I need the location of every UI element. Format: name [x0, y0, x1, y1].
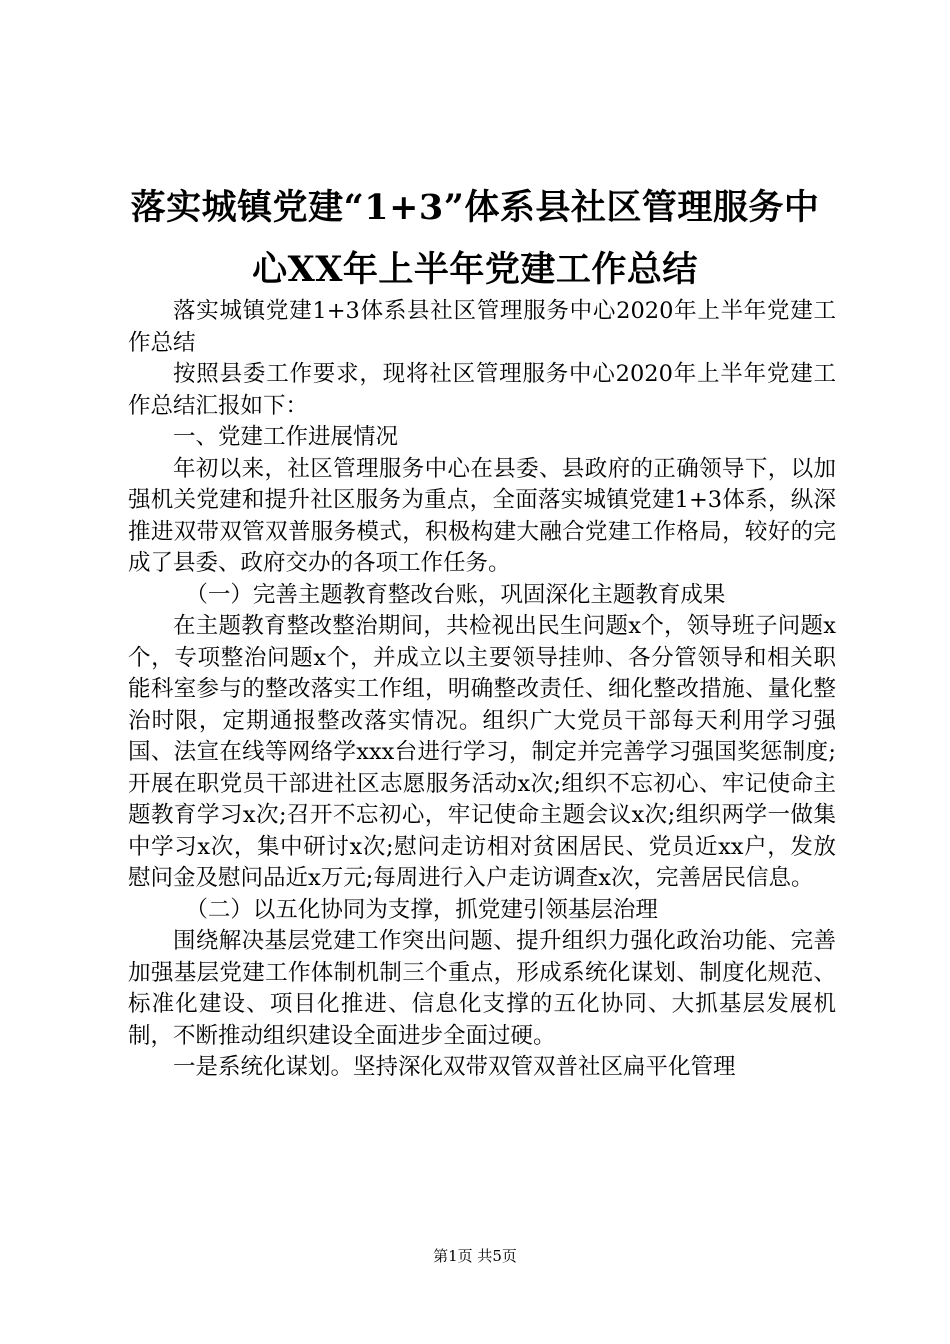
paragraph-overview: 年初以来，社区管理服务中心在县委、县政府的正确领导下，以加强机关党建和提升社区服务为重点，全面落实城镇党建1+3体系，纵深推进双带双管双普服务模式，积极构建大融合党建工作格局，较好的完成了县委、政府交办的各项工作任务。	[128, 455, 836, 576]
subsection-heading-2: （二）以五化协同为支撑，抓党建引领基层治理	[185, 896, 658, 923]
paragraph-intro: 按照县委工作要求，现将社区管理服务中心2020年上半年党建工作总结汇报如下：	[128, 361, 836, 419]
document-title-line-2: 心XX年上半年党建工作总结	[252, 249, 698, 290]
paragraph-rectification: 在主题教育整改整治期间，共检视出民生问题x个，领导班子问题x个，专项整治问题x个，并成立以主要领导挂帅、各分管领导和相关职能科室参与的整改落实工作组，明确整改责任、细化整改措施、量化整治时限，定期通报整改落实情况。组织广大党员干部每天利用学习强国、法宣在线等网络学xxx台进行学习，制定并完善学习强国奖惩制度;开展在职党员干部进社区志愿服务活动x次;组织不忘初心、牢记使命主题教育学习x次;召开不忘初心，牢记使命主题会议x次;组织两学一做集中学习x次，集中研讨x次;慰问走访相对贫困居民、党员近xx户，发放慰问金及慰问品近x万元;每周进行入户走访调查x次，完善居民信息。	[128, 613, 836, 891]
page-footer: 第1页 共5页	[433, 1247, 517, 1265]
document-title-line-1: 落实城镇党建“1+3”体系县社区管理服务中	[130, 187, 820, 228]
section-heading-progress: 一、党建工作进展情况	[173, 424, 399, 450]
subsection-heading-1: （一）完善主题教育整改台账，巩固深化主题教育成果	[185, 581, 726, 608]
paragraph-grassroots: 围绕解决基层党建工作突出问题、提升组织力强化政治功能、完善加强基层党建工作体制机制三个重点，形成系统化谋划、制度化规范、标准化建设、项目化推进、信息化支撑的五化协同、大抓基层发展机制，不断推动组织建设全面进步全面过硬。	[128, 928, 836, 1049]
document-body	[128, 296, 836, 1084]
paragraph-heading-repeat: 落实城镇党建1+3体系县社区管理服务中心2020年上半年党建工作总结	[128, 298, 836, 356]
paragraph-systematic-planning: 一是系统化谋划。坚持深化双带双管双普社区扁平化管理	[173, 1054, 736, 1080]
